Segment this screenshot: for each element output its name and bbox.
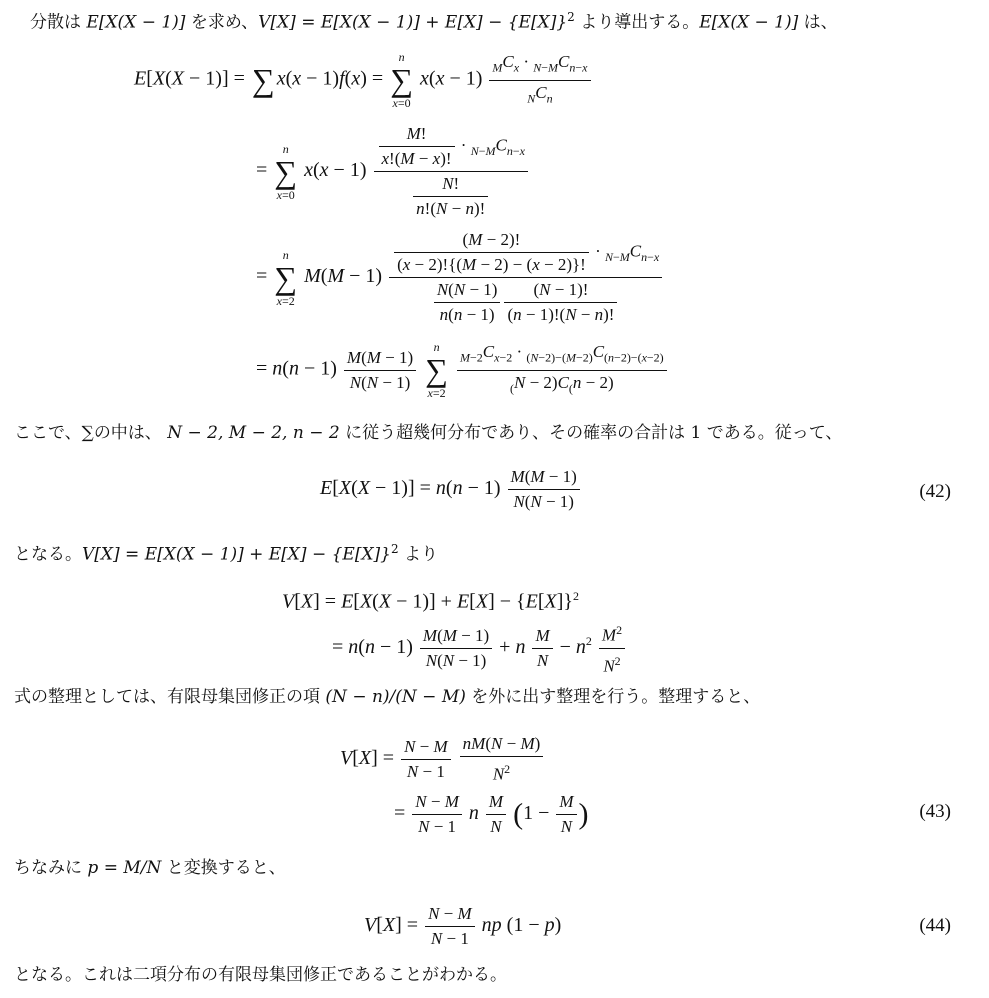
math-inline: V[X] = E[X(X − 1)] + E[X] − {E[X]} — [258, 12, 568, 33]
paragraph-1: 分散は E[X(X − 1)] を求め、$V[X] = E[X(X - 1)] + E[X] - \{E[X]\}^2$ より導出する。E[X(X − 1)] は、 — [30, 10, 838, 33]
equation-vx-line-2: = n(n − 1) $\frac{M(M - 1)}{N(N - 1)}$ + n $\frac{M}{N}$ − $n^2$ $\frac{M^2}{N^2}$ — [332, 618, 627, 678]
equation-42: E[X(X − 1)] = n(n − 1) $\frac{M(M - 1)}{N(N - 1)}$ — [320, 465, 582, 514]
math-inline: E[X(X − 1)] — [699, 12, 799, 33]
paragraph-6: となる。これは二項分布の有限母集団修正であることがわかる。 — [14, 965, 507, 985]
math-inline: p = M/N — [87, 858, 162, 878]
equation-number-44: (44) — [919, 915, 951, 936]
math-inline: V[X] = E[X(X − 1)] + E[X] − {E[X]} — [82, 544, 391, 565]
equation-number-42: (42) — [919, 481, 951, 502]
equation-line-1: E[X(X − 1)] = ∑ x(x − 1)f(x) = n ∑ x=0 x(x − 1) $\frac{_MC_x \cdot _{N-M}C_{n-x}}{_NC_n}$ — [134, 50, 593, 110]
equation-43-line-1: V[X] = $\frac{N - M}{N - 1}$ $\frac{nM(N - M)}{N^2}$ — [340, 732, 545, 787]
equation-line-3: = n ∑ x=2 M(M − 1) $\frac{(M - 2)!}{(x - 2)!\{(M - 2) - (x - 2)\}!}$ · $_{N-M}C_{n-x}$ $\frac{N(N - 1)}{n(n - 1)}$ $\frac{(N - 1)!}{(n - 1)!(N - n)!}$ — [256, 228, 664, 327]
paragraph-3: となる。$V[X] = E[X(X - 1)] + E[X] - \{E[X]\}^2$ より — [14, 542, 439, 565]
paragraph-4: 式の整理としては、有限母集団修正の項 (N − n)/(N − M) を外に出す整理を行う。整理すると、 — [14, 687, 761, 707]
equation-vx-line-1: $V[X] = E[X(X - 1)] + E[X] - \{E[X]\}^2$ — [282, 589, 579, 613]
math-inline: N − 2, M − 2, n − 2 — [167, 423, 340, 443]
math-inline: (N − n)/(N − M) — [325, 687, 466, 707]
equation-44: V[X] = $\frac{N - M}{N - 1}$ np (1 − p) — [364, 904, 562, 948]
equation-line-2: = n ∑ x=0 x(x − 1) $\frac{M!}{x!(M - x)!}$ · $_{N-M}C_{n-x}$ $\frac{N!}{n!(N - n)!}$ — [256, 122, 530, 221]
equation-line-4: = n(n − 1) $\frac{M(M - 1)}{N(N - 1)}$ n ∑ x=2 $\frac{_{M-2}C_{x-2} \cdot _{(N-2)-(M-2)}C_{(n-2)-(x-2)}}{_(N - 2)C_(n - 2)}$ — [256, 340, 669, 400]
equation-43-line-2: = $\frac{N - M}{N - 1}$ n $\frac{M}{N}$ (1 − $\frac{M}{N}$ ) — [394, 792, 589, 836]
paragraph-5: ちなみに p = M/N と変換すると、 — [14, 858, 286, 878]
math-inline: E[X(X − 1)] — [86, 12, 186, 33]
equation-number-43: (43) — [919, 801, 951, 822]
paragraph-2: ここで、∑の中は、 N − 2, M − 2, n − 2 に従う超幾何分布であり、その確率の合計は 1 である。従って、 — [14, 423, 843, 443]
